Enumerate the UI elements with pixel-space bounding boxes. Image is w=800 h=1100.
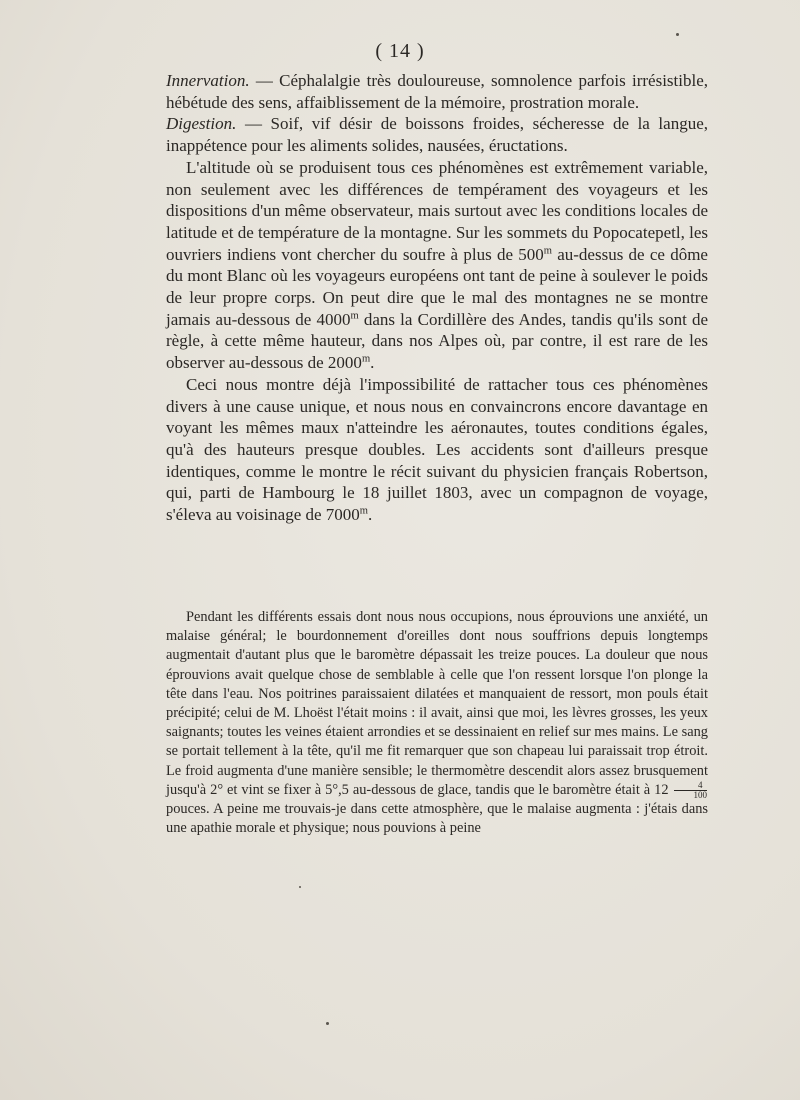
page-number: ( 14 ) [375,40,425,62]
altitude-text-3: dans la Cordillère des Andes, tandis qu'ils sont de règle, à cette même hauteur, dans nos Alpes où, par contre, il est rare de les observer au-dessous de 2000 [166,309,708,373]
unit-superscript: m [359,505,368,517]
fraction-numerator: 4 [674,781,708,791]
innervation-text: — Céphalalgie très douloureuse, somnolence parfois irrésistible, hébétude des sens, affaiblissement de la mémoire, prostration morale. [166,71,708,112]
paragraph-innervation [166,70,708,113]
fraction-denominator: 100 [693,790,707,801]
robertson-text-2: . [368,505,373,525]
unit-superscript: m [543,244,552,256]
quote-paragraph [166,608,708,838]
paper-speck [676,33,679,36]
digestion-text: — Soif, vif désir de boissons froides, sécheresse de la langue, inappétence pour les aliments solides, nausées, éructations. [166,114,708,156]
paragraph-altitude [166,157,708,374]
section-lead-innervation: Innervation. [166,71,250,90]
paragraph-digestion [166,113,708,156]
altitude-text-4: . [370,353,375,373]
unit-superscript: m [361,353,371,365]
paper-speck [326,1022,329,1025]
altitude-text-1: L'altitude où se produisent tous ces phénomènes est extrêmement variable, non seulement avec les différences de tempérament des voyageurs et les dispositions d'un même observateur, mais surtout avec les conditions locales de latitude et de température de la montagne. Sur les sommets du Popocatepetl, les ouvriers indiens vont chercher du soufre à plus de 500 [166,157,708,264]
quoted-account [166,608,708,838]
unit-superscript: m [350,310,359,322]
paper-speck [299,886,301,888]
section-lead-digestion: Digestion. [166,114,237,134]
main-text [166,70,708,526]
altitude-text-2: au-dessus de ce dôme du mont Blanc où les voyageurs européens ont tant de peine à soulever le poids de leur propre corps. On peut dire que le mal des montagnes ne se montre jamais au-dessous de 4000 [166,244,708,329]
robertson-text-1: Ceci nous montre déjà l'impossibilité de rattacher tous ces phénomènes divers à une cause unique, et nous nous en convaincrons encore davantage en voyant les mêmes maux n'atteindre les aéronautes, toutes conditions égales, qu'à des hauteurs presque doubles. Les accidents sont d'ailleurs presque identiques, comme le montre le récit suivant du physicien français Robertson, qui, parti de Hambourg le 18 juillet 1803, avec un compagnon de voyage, s'éleva au voisinage de 7000 [166,374,708,525]
paragraph-robertson [166,374,708,526]
quote-text-2: pouces. A peine me trouvais-je dans cette atmosphère, que le malaise augmenta : j'étais dans une apathie morale et physique; nous pouvions à peine [166,801,708,837]
fraction [674,781,708,800]
quote-text-1: Pendant les différents essais dont nous nous occupions, nous éprouvions une anxiété, un malaise général; le bourdonnement d'oreilles dont nous souffrions depuis longtemps augmentait d'autant plus que le baromètre dépassait les treize pouces. La douleur que nous éprouvions avait quelque chose de semblable à celle que l'on ressent lorsque l'on plonge la tête dans l'eau. Nos poitrines paraissaient dilatées et manquaient de ressort, mon pouls était précipité; celui de M. Lhoëst l'était moins : il avait, ainsi que moi, les lèvres grosses, les yeux saignants; toutes les veines étaient arrondies et se dessinaient en relief sur mes mains. Le sang se portait tellement à la tête, qu'il me fit remarquer que son chapeau lui paraissait trop étroit. Le froid augmenta d'une manière sensible; le thermomètre descendit alors assez brusquement jusqu'à 2° et vint se fixer à 5°,5 au-dessous de glace, tandis que le baromètre était à 12 [166,609,708,798]
